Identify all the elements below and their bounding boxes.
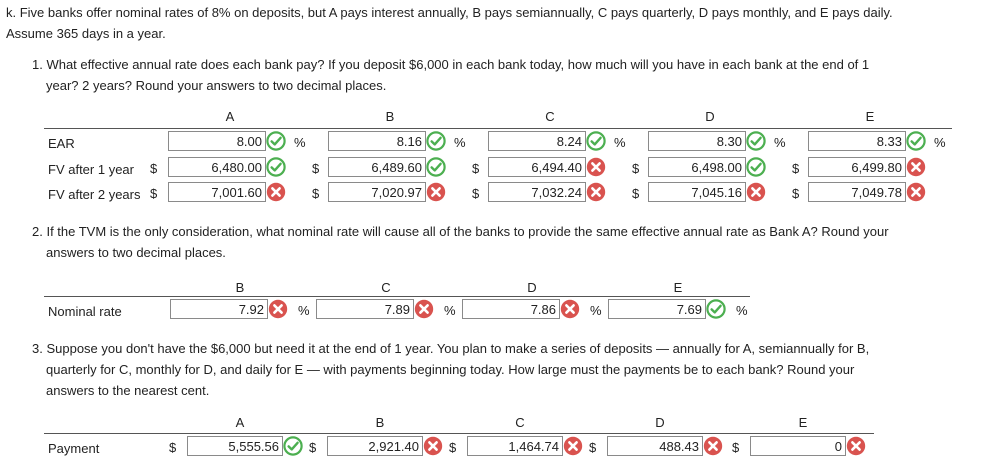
- q3-payment-bank-b-input[interactable]: [327, 436, 423, 456]
- correct-check-icon: [426, 131, 446, 151]
- intro-line-2: Assume 365 days in a year.: [6, 26, 166, 41]
- incorrect-x-icon-svg: [906, 182, 926, 202]
- q3-column-header-c: C: [515, 415, 525, 430]
- q2-column-header-d: D: [527, 280, 537, 295]
- correct-check-icon-svg: [426, 157, 446, 177]
- intro-text: [6, 2, 893, 44]
- question-2-text: [32, 221, 889, 263]
- incorrect-x-icon-svg: [423, 436, 443, 456]
- correct-check-icon-svg: [746, 157, 766, 177]
- q1-row3-bank-e-input[interactable]: [808, 182, 906, 202]
- percent-symbol: %: [590, 303, 602, 318]
- column-header-d: D: [705, 109, 715, 124]
- incorrect-x-icon-svg: [746, 182, 766, 202]
- q3-column-header-b: B: [375, 415, 385, 430]
- correct-check-icon: [426, 157, 446, 177]
- row-label-fv1: FV after 1 year: [48, 162, 134, 177]
- q2-nominal-rate-bank-b-input[interactable]: [170, 299, 268, 319]
- incorrect-x-icon: [906, 157, 926, 177]
- currency-symbol: $: [792, 161, 800, 176]
- incorrect-x-icon: [423, 436, 443, 456]
- q3-payment-bank-e-input[interactable]: [750, 436, 846, 456]
- q2-nominal-rate-bank-d-input[interactable]: [462, 299, 560, 319]
- currency-symbol: $: [169, 440, 177, 455]
- q1-row3-bank-b-input[interactable]: [328, 182, 426, 202]
- intro-line-1: k. Five banks offer nominal rates of 8% on deposits, but A pays interest annually, B pays semiannually, C pays quarterly, D pays monthly, and E pays daily.: [6, 5, 893, 20]
- correct-check-icon-svg: [283, 436, 303, 456]
- row-label-payment: Payment: [48, 441, 100, 456]
- column-header-a: A: [225, 109, 235, 124]
- row-label-ear: EAR: [48, 136, 75, 151]
- correct-check-icon-svg: [706, 299, 726, 319]
- currency-symbol: $: [449, 440, 457, 455]
- q3-payment-bank-c-input[interactable]: [467, 436, 563, 456]
- currency-symbol: $: [150, 161, 158, 176]
- incorrect-x-icon-svg: [266, 182, 286, 202]
- correct-check-icon: [906, 131, 926, 151]
- column-header-c: C: [545, 109, 555, 124]
- q1-row3-bank-d-input[interactable]: [648, 182, 746, 202]
- q1-row3-bank-c-input[interactable]: [488, 182, 586, 202]
- correct-check-icon: [283, 436, 303, 456]
- q1-row2-bank-e-input[interactable]: [808, 157, 906, 177]
- q1-row2-bank-a-input[interactable]: [168, 157, 266, 177]
- percent-symbol: %: [454, 135, 466, 150]
- incorrect-x-icon-svg: [586, 157, 606, 177]
- q3-payment-bank-d-input[interactable]: [607, 436, 703, 456]
- currency-symbol: $: [309, 440, 317, 455]
- incorrect-x-icon: [266, 182, 286, 202]
- q1-row2-bank-b-input[interactable]: [328, 157, 426, 177]
- incorrect-x-icon: [586, 157, 606, 177]
- correct-check-icon: [746, 157, 766, 177]
- question-3-line-1: 3. Suppose you don't have the $6,000 but need it at the end of 1 year. You plan to make a series of deposits — annually for A, semiannually for B,: [32, 341, 870, 356]
- q3-payment-bank-a-input[interactable]: [187, 436, 283, 456]
- incorrect-x-icon: [426, 182, 446, 202]
- correct-check-icon-svg: [746, 131, 766, 151]
- currency-symbol: $: [589, 440, 597, 455]
- currency-symbol: $: [472, 161, 480, 176]
- incorrect-x-icon: [703, 436, 723, 456]
- q1-row2-bank-d-input[interactable]: [648, 157, 746, 177]
- incorrect-x-icon: [563, 436, 583, 456]
- incorrect-x-icon-svg: [414, 299, 434, 319]
- row-label-nominal-rate: Nominal rate: [48, 304, 122, 319]
- incorrect-x-icon: [906, 182, 926, 202]
- correct-check-icon-svg: [586, 131, 606, 151]
- percent-symbol: %: [774, 135, 786, 150]
- question-1-text: [32, 54, 869, 96]
- q3-column-header-e: E: [798, 415, 808, 430]
- currency-symbol: $: [792, 186, 800, 201]
- currency-symbol: $: [632, 186, 640, 201]
- q3-column-header-d: D: [655, 415, 665, 430]
- correct-check-icon: [266, 157, 286, 177]
- q1-row1-bank-c-input[interactable]: [488, 131, 586, 151]
- incorrect-x-icon: [846, 436, 866, 456]
- question-1-line-1: 1. What effective annual rate does each bank pay? If you deposit $6,000 in each bank today, how much will you have in each bank at the end of 1: [32, 57, 870, 72]
- correct-check-icon: [706, 299, 726, 319]
- q2-header-divider: [44, 296, 750, 297]
- percent-symbol: %: [934, 135, 946, 150]
- currency-symbol: $: [472, 186, 480, 201]
- incorrect-x-icon: [586, 182, 606, 202]
- correct-check-icon-svg: [266, 157, 286, 177]
- q2-column-header-c: C: [381, 280, 391, 295]
- currency-symbol: $: [732, 440, 740, 455]
- q2-column-header-b: B: [235, 280, 245, 295]
- incorrect-x-icon-svg: [586, 182, 606, 202]
- q3-column-header-a: A: [235, 415, 245, 430]
- q1-row3-bank-a-input[interactable]: [168, 182, 266, 202]
- incorrect-x-icon-svg: [560, 299, 580, 319]
- correct-check-icon: [586, 131, 606, 151]
- incorrect-x-icon-svg: [906, 157, 926, 177]
- correct-check-icon-svg: [266, 131, 286, 151]
- q1-row1-bank-a-input[interactable]: [168, 131, 266, 151]
- column-header-e: E: [865, 109, 875, 124]
- q3-header-divider: [44, 433, 874, 434]
- incorrect-x-icon-svg: [426, 182, 446, 202]
- incorrect-x-icon: [560, 299, 580, 319]
- correct-check-icon: [266, 131, 286, 151]
- header-divider: [44, 128, 952, 129]
- q2-nominal-rate-bank-c-input[interactable]: [316, 299, 414, 319]
- question-2-line-1: 2. If the TVM is the only consideration, what nominal rate will cause all of the banks to provide the same effective annual rate as Bank A? Round your: [32, 224, 889, 239]
- incorrect-x-icon: [414, 299, 434, 319]
- q2-nominal-rate-bank-e-input[interactable]: [608, 299, 706, 319]
- incorrect-x-icon-svg: [563, 436, 583, 456]
- column-header-b: B: [385, 109, 395, 124]
- incorrect-x-icon-svg: [268, 299, 288, 319]
- percent-symbol: %: [294, 135, 306, 150]
- correct-check-icon-svg: [426, 131, 446, 151]
- currency-symbol: $: [312, 161, 320, 176]
- percent-symbol: %: [614, 135, 626, 150]
- question-1-line-2: year? 2 years? Round your answers to two decimal places.: [46, 78, 387, 93]
- question-3-text: [32, 338, 869, 401]
- percent-symbol: %: [736, 303, 748, 318]
- incorrect-x-icon-svg: [846, 436, 866, 456]
- question-2-line-2: answers to two decimal places.: [46, 245, 226, 260]
- incorrect-x-icon: [268, 299, 288, 319]
- correct-check-icon-svg: [906, 131, 926, 151]
- incorrect-x-icon-svg: [703, 436, 723, 456]
- row-label-fv2: FV after 2 years: [48, 187, 141, 202]
- correct-check-icon: [746, 131, 766, 151]
- question-3-line-3: answers to the nearest cent.: [46, 383, 210, 398]
- currency-symbol: $: [312, 186, 320, 201]
- currency-symbol: $: [632, 161, 640, 176]
- percent-symbol: %: [444, 303, 456, 318]
- q1-row2-bank-c-input[interactable]: [488, 157, 586, 177]
- percent-symbol: %: [298, 303, 310, 318]
- q1-row1-bank-e-input[interactable]: [808, 131, 906, 151]
- q1-row1-bank-b-input[interactable]: [328, 131, 426, 151]
- incorrect-x-icon: [746, 182, 766, 202]
- q2-column-header-e: E: [673, 280, 683, 295]
- question-3-line-2: quarterly for C, monthly for D, and daily for E — with payments beginning today. How large must the payments be to each bank? Round your: [46, 362, 855, 377]
- currency-symbol: $: [150, 186, 158, 201]
- q1-row1-bank-d-input[interactable]: [648, 131, 746, 151]
